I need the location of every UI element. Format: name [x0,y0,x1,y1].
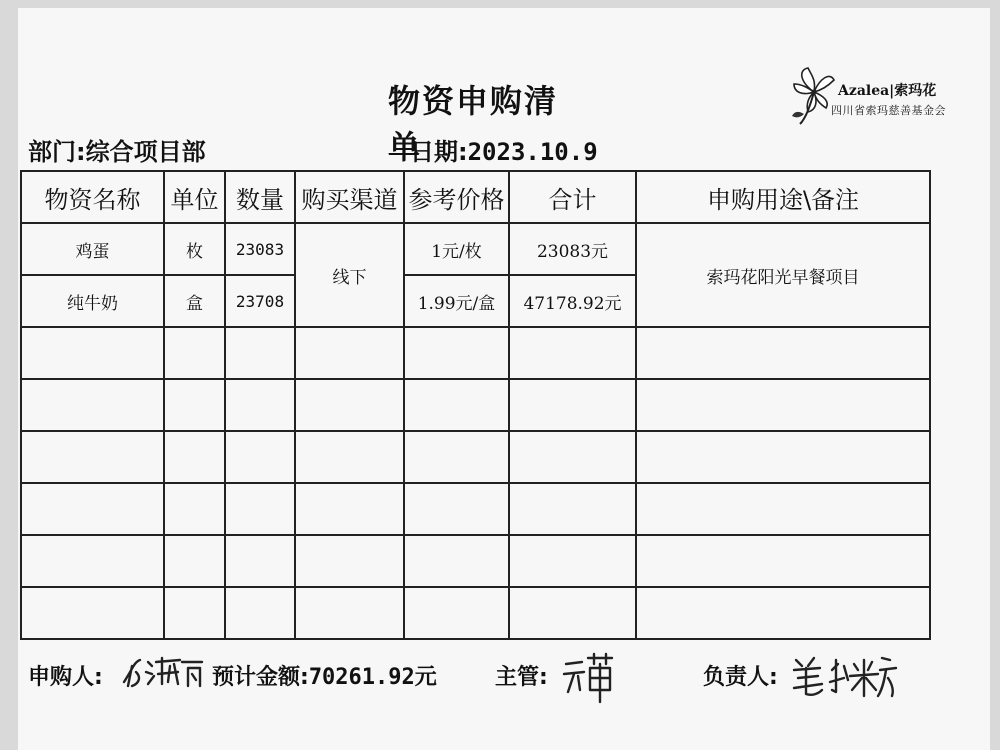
empty-cell [225,379,295,431]
empty-cell [295,379,404,431]
document-title: 物资申购清单 [388,82,559,166]
empty-cell [404,379,509,431]
date-field [410,132,598,167]
table-row [21,223,930,275]
purpose-cell: 索玛花阳光早餐项目 [636,223,930,327]
empty-cell [404,327,509,379]
empty-cell [225,483,295,535]
department-value: 综合项目部 [85,138,206,166]
col-header-unit: 单位 [164,171,225,223]
empty-cell [21,431,164,483]
empty-cell [21,587,164,639]
empty-cell [164,327,225,379]
empty-cell [404,483,509,535]
empty-cell [225,431,295,483]
empty-cell [225,587,295,639]
empty-table-row [21,483,930,535]
col-header-price: 参考价格 [404,171,509,223]
empty-cell [404,587,509,639]
empty-cell [404,535,509,587]
empty-cell [636,327,930,379]
empty-cell [164,483,225,535]
requisition-table [20,170,931,640]
empty-cell [295,483,404,535]
col-header-total: 合计 [509,171,636,223]
supervisor-field [495,660,548,691]
total-cell: 23083元 [509,223,636,275]
department-label: 部门: [28,138,86,166]
empty-cell [509,431,636,483]
unit-cell: 盒 [164,275,225,327]
empty-cell [164,379,225,431]
empty-cell [295,327,404,379]
empty-cell [225,535,295,587]
supervisor-signature [560,650,616,706]
empty-cell [295,535,404,587]
empty-cell [164,587,225,639]
table-header-row [21,171,930,223]
empty-table-row [21,535,930,587]
col-header-item-name: 物资名称 [21,171,164,223]
empty-cell [21,327,164,379]
empty-table-row [21,327,930,379]
empty-cell [636,379,930,431]
empty-cell [636,483,930,535]
empty-cell [509,379,636,431]
empty-cell [636,587,930,639]
quantity-cell: 23708 [225,275,295,327]
total-cell: 47178.92元 [509,275,636,327]
empty-cell [509,327,636,379]
item-name-cell: 纯牛奶 [21,275,164,327]
item-name-cell: 鸡蛋 [21,223,164,275]
logo-org-text: 四川省索玛慈善基金会 [831,104,946,117]
col-header-channel: 购买渠道 [295,171,404,223]
date-label: 日期: [410,138,468,166]
empty-cell [636,431,930,483]
empty-cell [21,483,164,535]
empty-cell [404,431,509,483]
empty-cell [164,535,225,587]
channel-cell: 线下 [295,223,404,327]
logo-brand-text: Azalea|索玛花 [838,83,937,99]
responsible-signature [788,650,898,702]
quantity-cell: 23083 [225,223,295,275]
empty-table-row [21,431,930,483]
empty-cell [509,535,636,587]
price-cell: 1.99元/盒 [404,275,509,327]
empty-cell [21,535,164,587]
empty-cell [636,535,930,587]
department-field [28,132,206,167]
price-cell: 1元/枚 [404,223,509,275]
empty-cell [295,431,404,483]
col-header-purpose: 申购用途\备注 [636,171,930,223]
empty-table-row [21,587,930,639]
date-value: 2023.10.9 [467,138,598,166]
col-header-quantity: 数量 [225,171,295,223]
applicant-label: 申购人: [28,665,103,690]
applicant-signature [118,652,204,692]
estimate-value: 70261.92元 [308,665,437,690]
estimate-field [212,660,437,691]
unit-cell: 枚 [164,223,225,275]
empty-cell [295,587,404,639]
azalea-flower-icon [790,62,838,128]
estimate-label: 预计金额: [212,665,309,690]
responsible-field [703,660,778,691]
responsible-label: 负责人: [703,665,778,690]
foundation-logo [790,62,946,132]
supervisor-label: 主管: [495,665,548,690]
empty-cell [164,431,225,483]
empty-cell [225,327,295,379]
empty-cell [509,483,636,535]
empty-table-row [21,379,930,431]
empty-cell [509,587,636,639]
empty-cell [21,379,164,431]
applicant-field [28,660,103,691]
